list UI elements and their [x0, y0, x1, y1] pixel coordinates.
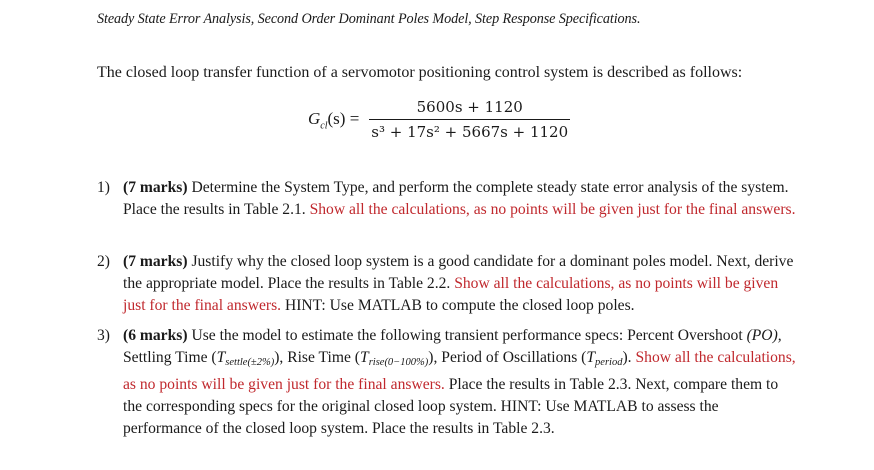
question-text: Determine the System Type, and perform the complete steady state error analysis of the system. Place the results in Table 2.1.: [123, 179, 789, 218]
equation-denominator: s³ + 17s² + 5667s + 1120: [369, 119, 570, 141]
question-2: [97, 251, 797, 317]
period-subscript: period: [595, 357, 623, 368]
rise-symbol: T: [360, 349, 369, 366]
period-label: Period of Oscillations: [441, 349, 578, 366]
question-number: 1): [97, 179, 110, 196]
page-header: Steady State Error Analysis, Second Order Dominant Poles Model, Step Response Specifications.: [97, 11, 641, 27]
question-marks: (6 marks): [123, 327, 188, 344]
settling-label: Settling Time: [123, 349, 208, 366]
question-1: [97, 177, 797, 221]
question-text: Justify why the closed loop system is a good candidate for a dominant poles model. Next, derive the appropriate model. Place the results in Table 2.2.: [123, 253, 794, 292]
period-symbol: T: [586, 349, 596, 366]
question-warning: Show all the calculations, as no points will be given just for the final answers.: [309, 201, 796, 218]
equation-numerator: 5600s + 1120: [416, 98, 523, 116]
settling-symbol: T: [216, 349, 226, 366]
equation-lhs: $G_{cl}(s)$ =: [308, 109, 360, 132]
po-symbol: (PO),: [746, 327, 782, 344]
question-marks: (7 marks): [123, 253, 188, 270]
question-number: 3): [97, 327, 110, 344]
question-number: 2): [97, 253, 110, 270]
question-warning: Show all the calculations, as no points will be given just for the final answers.: [123, 275, 779, 314]
question-hint: HINT: Use MATLAB to compute the closed loop poles.: [284, 297, 635, 314]
question-3: [97, 325, 797, 440]
question-body: [123, 251, 797, 317]
question-tail: Place the results in Table 2.3. Next, compare them to the corresponding specs for the original closed loop system. HINT: Use MATLAB to assess the performance of the closed loop system. Place the results in Table 2.3.: [123, 376, 779, 437]
intro-paragraph: The closed loop transfer function of a servomotor positioning control system is described as follows:: [97, 64, 743, 81]
transfer-function-equation: [308, 98, 570, 141]
settling-subscript: settle(±2%): [225, 357, 275, 368]
rise-subscript: rise(0−100%): [368, 357, 429, 368]
question-body: (6 marks) Use the model to estimate the following transient performance specs: Percent Overshoot (PO), Settling Time $(T_{settle(\pm 2\%)})$, Rise Time $(T_{rise(0-100\%)})$, Period of Oscillations $(T_{period})$. Show all the calculations, as no points will be given just for the final answers. Place the results in Table 2.3. Next, compare them to the corresponding specs for the original closed loop system. HINT: Use MATLAB to assess the performance of the closed loop system. Place the results in Table 2.3.: [123, 327, 796, 437]
question-marks: (7 marks): [123, 179, 188, 196]
question-text: Use the model to estimate the following transient performance specs: Percent Overshoot: [191, 327, 743, 344]
rise-label: Rise Time: [287, 349, 351, 366]
question-body: [123, 177, 797, 221]
equation-fraction: [369, 98, 570, 141]
question-warning: Show all the calculations, as no points will be given just for the final answers.: [123, 349, 796, 393]
